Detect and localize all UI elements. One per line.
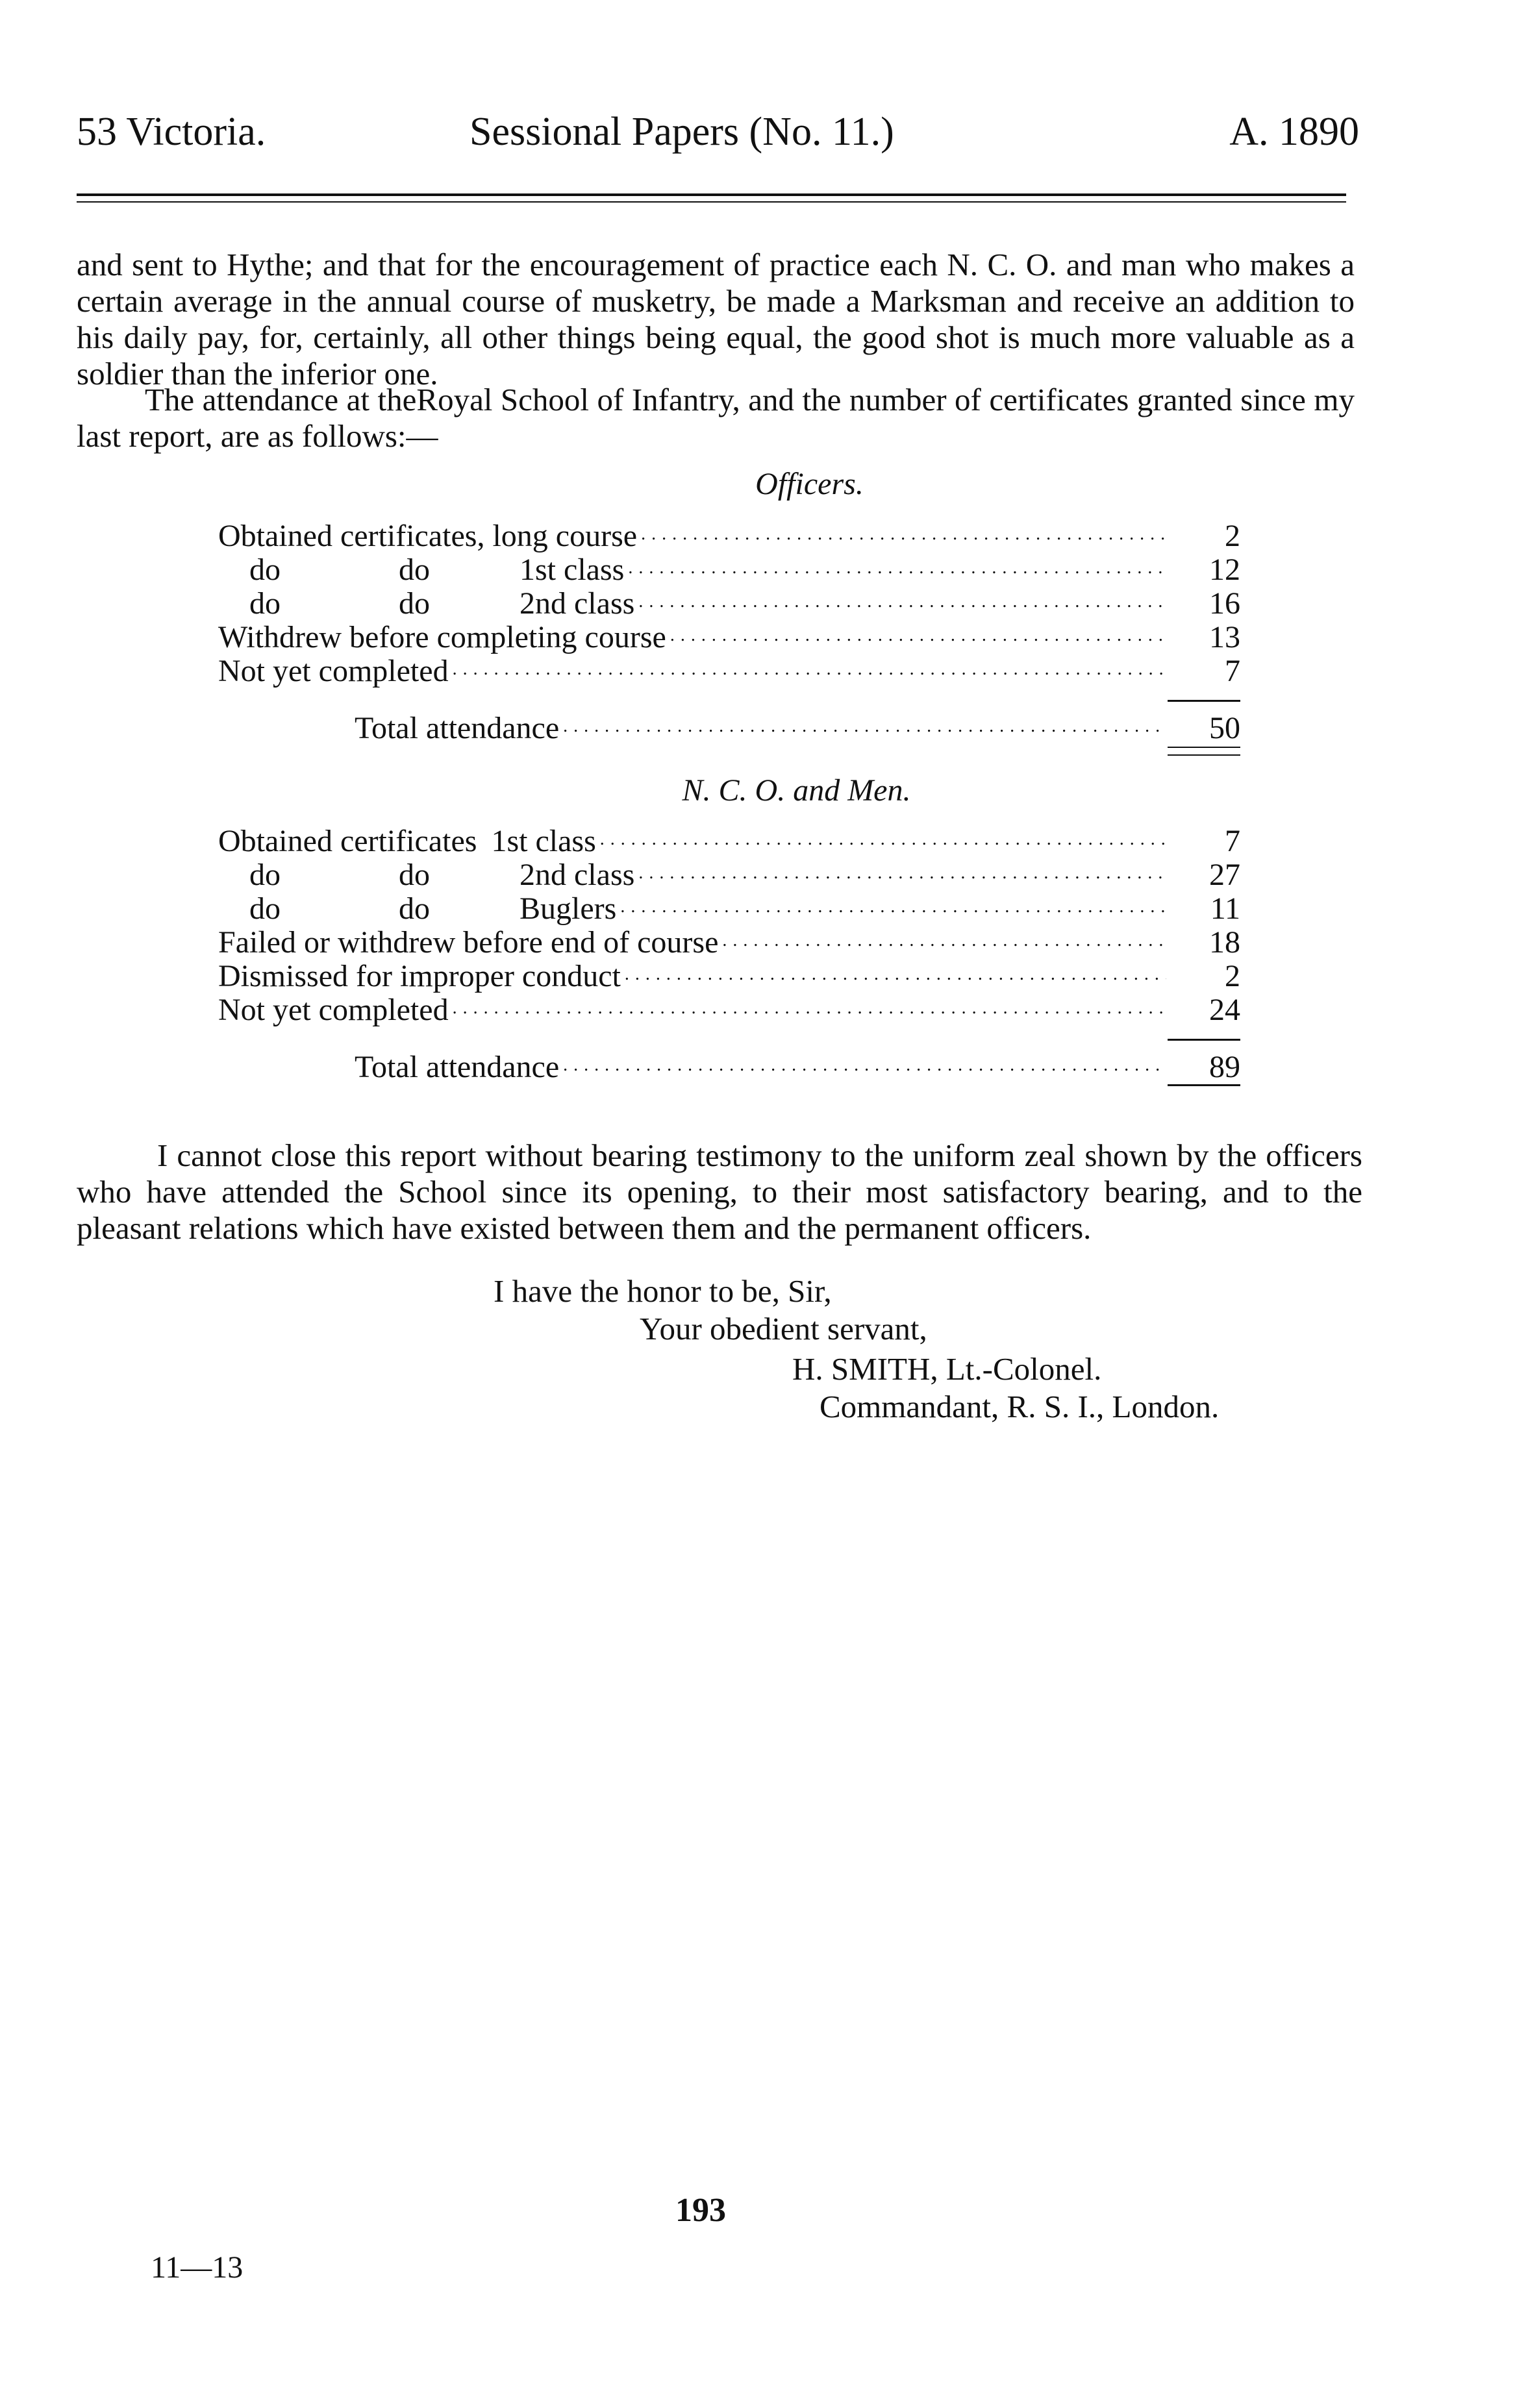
double-rule [1168, 747, 1240, 756]
row-label-class: 1st class [491, 824, 596, 858]
table-row [218, 552, 1240, 586]
row-label: Not yet completed [218, 993, 449, 1027]
leader-dots [600, 825, 1166, 851]
leader-dots [638, 859, 1166, 885]
paragraph-continuation: and sent to Hythe; and that for the encouragement of practice each N. C. O. and man who makes a certain average in the annual course of musketry, be made a Marksman and receive an addition to his daily pay, for, certainly, all other things being equal, the good shot is much more valuable as a soldier than the inferior one. [77, 247, 1355, 391]
header-rule [77, 193, 1346, 208]
table-row [218, 586, 1240, 619]
row-value: 7 [1225, 824, 1240, 858]
leader-dots [670, 621, 1166, 647]
signature-mark: 11—13 [151, 2250, 244, 2285]
leader-dots [628, 554, 1166, 580]
paragraph-attendance-intro: The attendance at theRoyal School of Infantry, and the number of certificates granted since my last report, are as follows:— [77, 382, 1355, 454]
total-row [218, 710, 1240, 744]
row-value: 2 [1225, 519, 1240, 553]
header-center: Sessional Papers (No. 11.) [470, 110, 894, 154]
nco-table [218, 823, 1240, 1083]
row-ditto-1: do [249, 858, 281, 892]
row-label: 1st class [520, 552, 625, 587]
row-ditto-1: do [249, 586, 281, 621]
row-label: Failed or withdrew before end of course [218, 925, 719, 960]
leader-dots [453, 994, 1166, 1020]
row-label: Dismissed for improper conduct [218, 959, 621, 993]
table-row [218, 857, 1240, 891]
table-row [218, 925, 1240, 958]
row-label: 2nd class [520, 586, 635, 621]
table-row [218, 958, 1240, 992]
leader-dots [638, 588, 1166, 614]
row-ditto-1: do [249, 552, 281, 587]
signature-title: Commandant, R. S. I., London. [820, 1389, 1220, 1424]
table-row [218, 992, 1240, 1026]
row-ditto-2: do [399, 891, 430, 926]
total-label: Total attendance [355, 711, 560, 745]
leader-dots [722, 926, 1166, 952]
leader-dots [620, 893, 1166, 919]
row-value: 12 [1209, 552, 1240, 587]
page-number: 193 [675, 2192, 726, 2229]
leader-dots [563, 712, 1166, 738]
officers-table [218, 518, 1240, 744]
row-label: Obtained certificates, long course [218, 519, 638, 553]
row-value: 16 [1209, 586, 1240, 621]
paragraph-closing: I cannot close this report without bearing testimony to the uniform zeal shown by the officers who have attended the School since its opening, to their most satisfactory bearing, and to the pleasant relations which have existed between them and the permanent officers. [77, 1137, 1362, 1246]
row-value: 2 [1225, 959, 1240, 993]
row-label: Not yet completed [218, 654, 449, 688]
row-value: 18 [1209, 925, 1240, 960]
table-row [218, 518, 1240, 552]
table-row [218, 891, 1240, 925]
total-value: 89 [1209, 1050, 1240, 1084]
header-left: 53 Victoria. [77, 110, 266, 154]
table-row [218, 653, 1240, 687]
closing-salutation: I have the honor to be, Sir, [494, 1273, 832, 1309]
row-value: 13 [1209, 620, 1240, 654]
officers-heading: Officers. [755, 467, 864, 501]
table-row [218, 823, 1240, 857]
row-value: 11 [1210, 891, 1240, 926]
row-label: Obtained certificates [218, 824, 477, 858]
total-label: Total attendance [355, 1050, 560, 1084]
row-value: 27 [1209, 858, 1240, 892]
sum-rule [1168, 700, 1240, 702]
row-ditto-2: do [399, 858, 430, 892]
table-row [218, 619, 1240, 653]
row-ditto-2: do [399, 586, 430, 621]
row-label: Buglers [520, 891, 617, 926]
underline-rule [1168, 1084, 1240, 1086]
leader-dots [641, 520, 1166, 546]
row-ditto-2: do [399, 552, 430, 587]
row-value: 24 [1209, 993, 1240, 1027]
sum-rule [1168, 1039, 1240, 1041]
leader-dots [563, 1051, 1166, 1077]
total-row [218, 1049, 1240, 1083]
row-label: 2nd class [520, 858, 635, 892]
running-header [77, 109, 1359, 168]
header-right: A. 1890 [1229, 110, 1359, 154]
leader-dots [625, 960, 1166, 986]
total-value: 50 [1209, 711, 1240, 745]
signature-name: H. SMITH, Lt.-Colonel. [792, 1351, 1102, 1387]
row-ditto-1: do [249, 891, 281, 926]
row-value: 7 [1225, 654, 1240, 688]
closing-servant: Your obedient servant, [640, 1311, 927, 1347]
nco-heading: N. C. O. and Men. [682, 773, 911, 808]
leader-dots [453, 655, 1166, 681]
row-label: Withdrew before completing course [218, 620, 666, 654]
